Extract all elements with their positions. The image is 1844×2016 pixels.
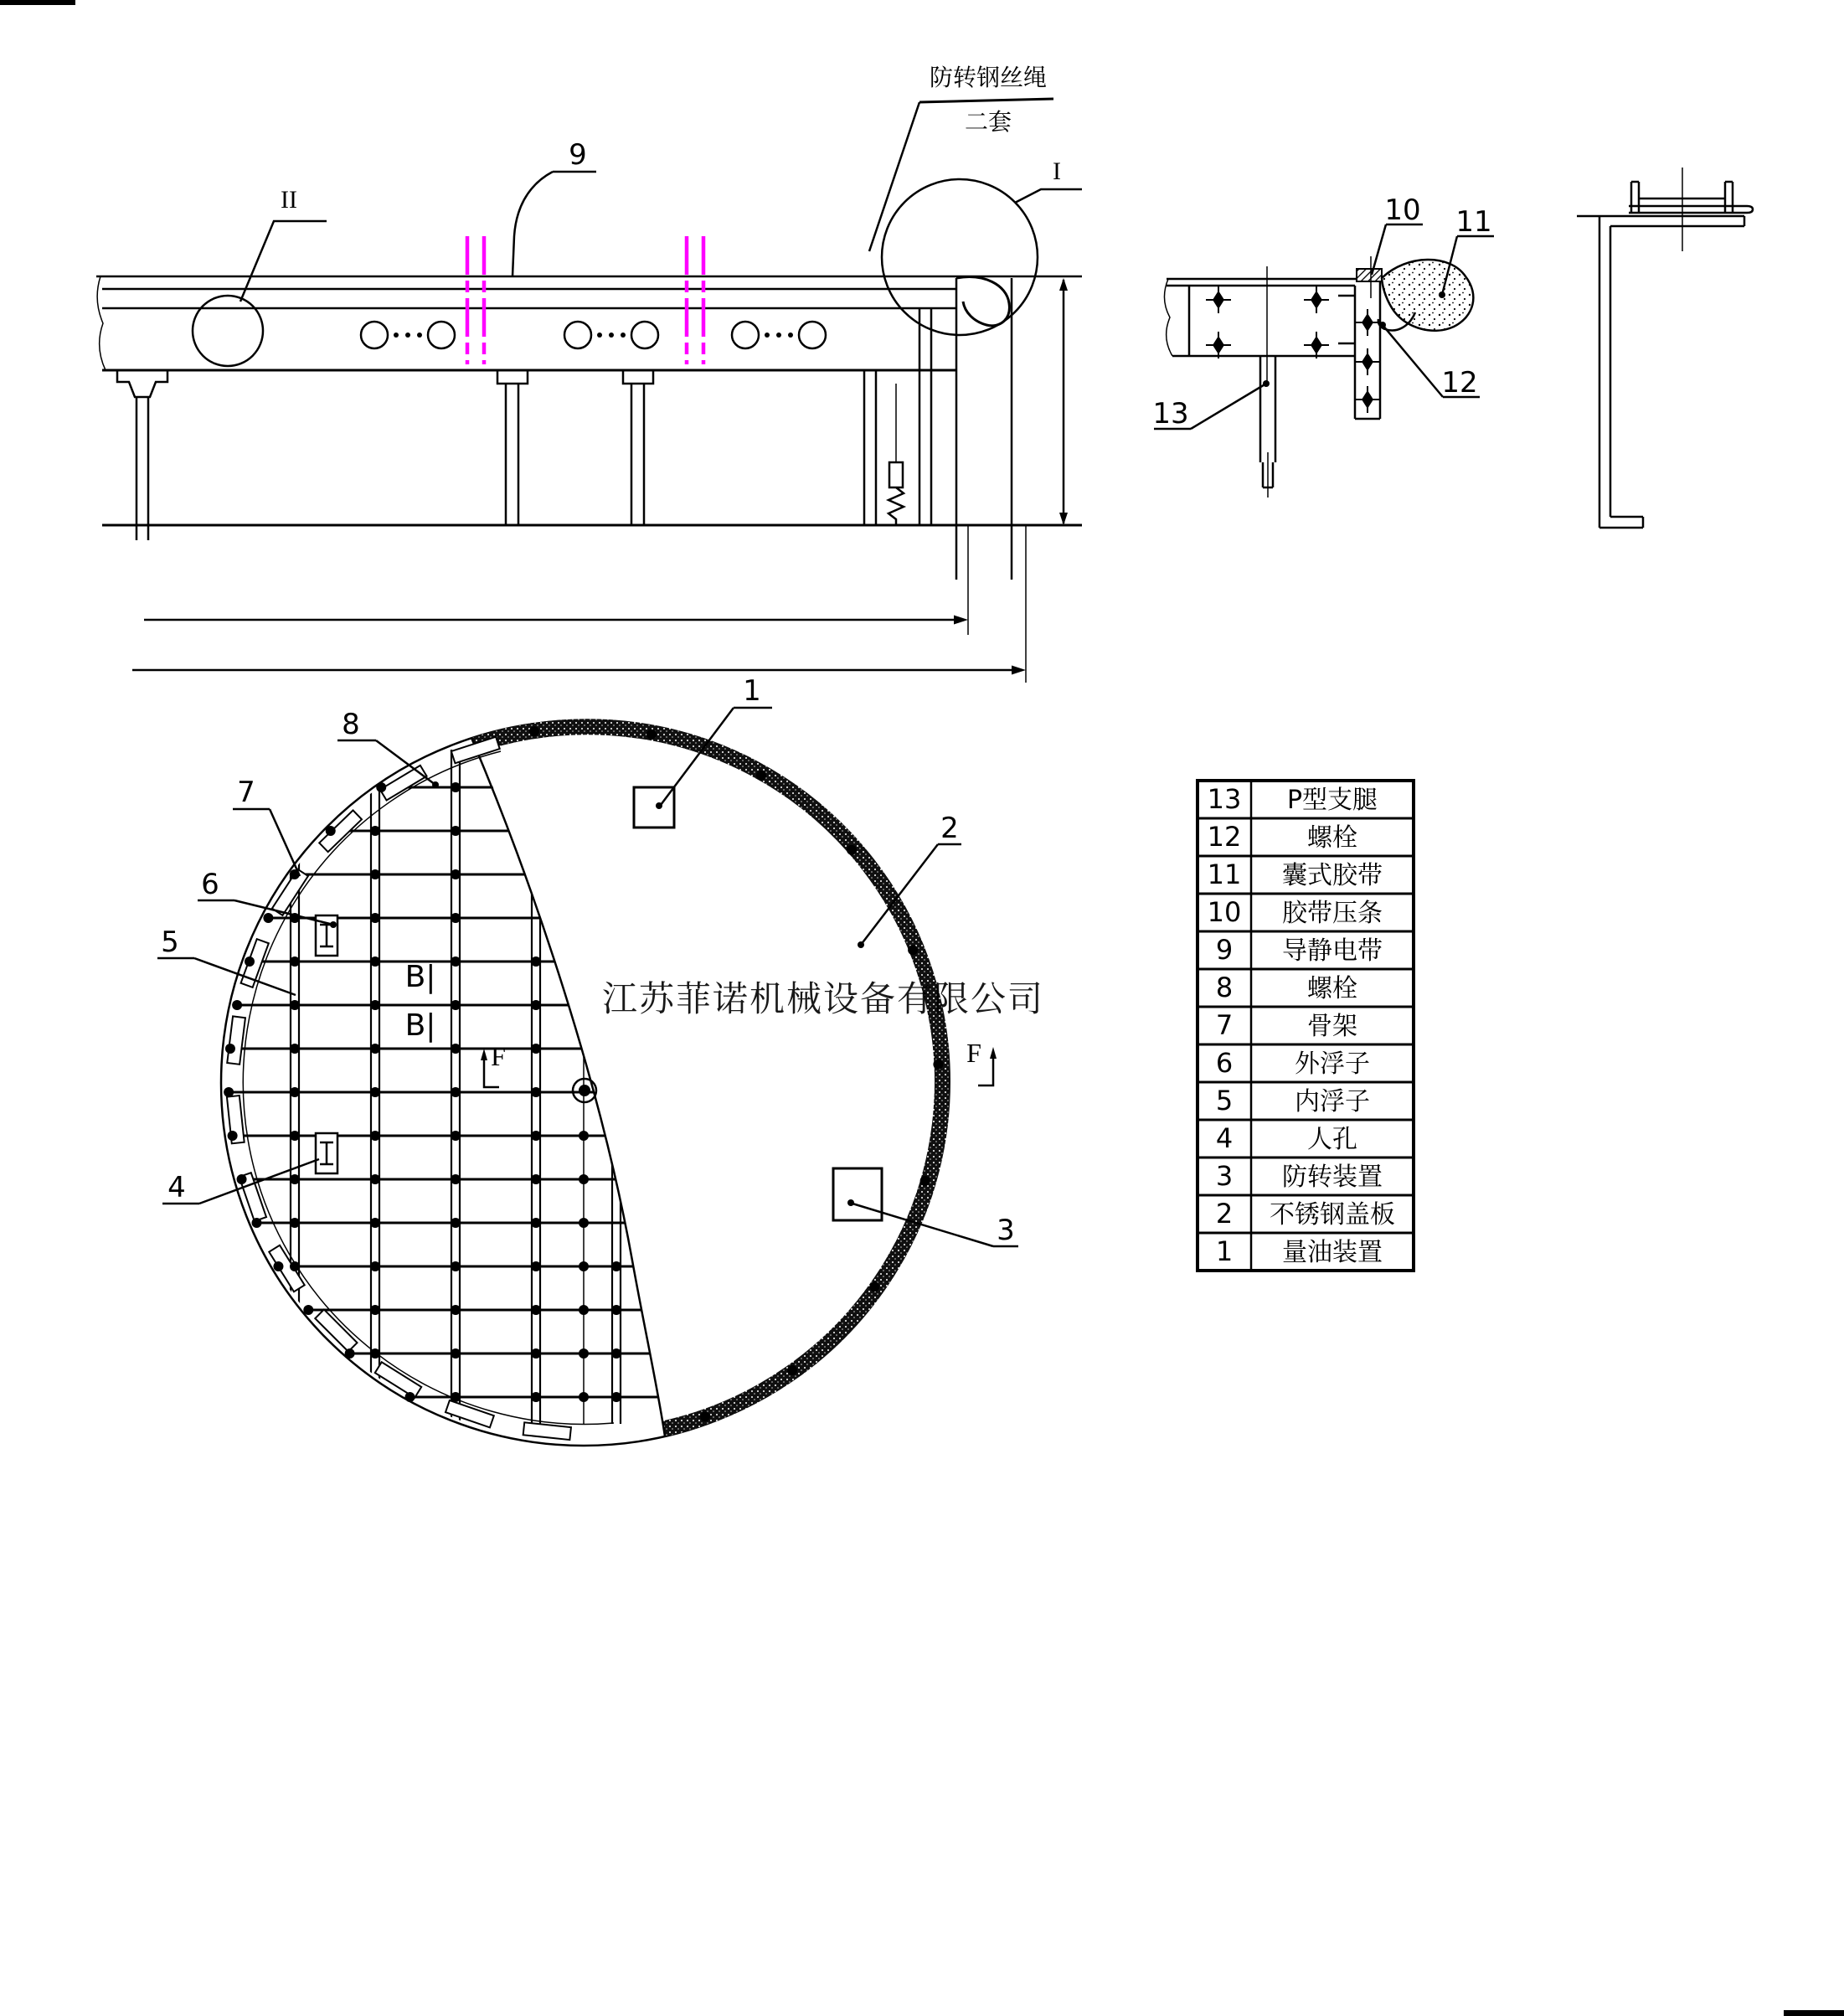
section-f-right bbox=[966, 1038, 997, 1085]
callout-5-label: 5 bbox=[161, 926, 179, 959]
callout-11-label: 11 bbox=[1455, 205, 1492, 239]
table-row-name: 骨架 bbox=[1307, 1012, 1357, 1041]
break-squiggle bbox=[97, 276, 106, 370]
wire-rope-note-line2: 二套 bbox=[964, 108, 1012, 136]
callout-13-label: 13 bbox=[1152, 397, 1189, 431]
anti-rotation-wire-spring bbox=[889, 384, 904, 525]
callout-1-label: 1 bbox=[743, 674, 761, 708]
table-row-num: 13 bbox=[1207, 783, 1242, 815]
plan-rim-band bbox=[474, 727, 942, 1429]
table-row-name: P型支腿 bbox=[1286, 786, 1378, 815]
table-row-num: 11 bbox=[1207, 858, 1242, 890]
rim-curl bbox=[956, 277, 1009, 326]
company-watermark: 江苏菲诺机械设备有限公司 bbox=[601, 978, 1045, 1019]
plan-view bbox=[157, 674, 1044, 1446]
table-row-name: 螺栓 bbox=[1307, 823, 1357, 853]
section-f-right-label: F bbox=[966, 1038, 981, 1068]
table-row-num: 7 bbox=[1215, 1009, 1234, 1041]
callout-6-label: 6 bbox=[201, 868, 219, 901]
callout-9 bbox=[513, 138, 596, 276]
section-f-left-label: F bbox=[491, 1041, 506, 1071]
callout-9-label: 9 bbox=[569, 138, 587, 172]
table-row-name: 防转装置 bbox=[1282, 1163, 1383, 1192]
table-row-num: 10 bbox=[1207, 896, 1242, 928]
table-row-num: 2 bbox=[1215, 1198, 1234, 1230]
anti-rotation-square bbox=[833, 1168, 882, 1220]
plan-framework-grid bbox=[212, 750, 680, 1424]
table-row-name: 不锈钢盖板 bbox=[1270, 1200, 1395, 1230]
cutaway-boundary bbox=[471, 738, 665, 1436]
table-row-name: 人孔 bbox=[1307, 1125, 1357, 1154]
table-row-name: 外浮子 bbox=[1295, 1049, 1370, 1079]
table-row-num: 1 bbox=[1215, 1235, 1234, 1267]
table-row-name: 胶带压条 bbox=[1282, 899, 1383, 928]
elevation-view bbox=[96, 64, 1082, 683]
table-row-num: 3 bbox=[1215, 1160, 1234, 1192]
border-mark-top-left bbox=[0, 0, 75, 5]
table-row-num: 8 bbox=[1215, 972, 1234, 1003]
table-row-name: 内浮子 bbox=[1295, 1087, 1370, 1116]
grid-note-b1-upper: B| bbox=[404, 960, 436, 994]
detail-ref-ii-label: II bbox=[281, 186, 297, 214]
callout-12-label: 12 bbox=[1441, 366, 1478, 400]
deck-vent-holes bbox=[361, 322, 826, 348]
dimension-lines bbox=[102, 278, 1082, 683]
table-row-name: 导静电带 bbox=[1282, 936, 1383, 966]
p-leg bbox=[1260, 356, 1275, 498]
manhole-symbol bbox=[316, 1133, 337, 1173]
callout-2-label: 2 bbox=[940, 812, 959, 845]
table-row-num: 4 bbox=[1215, 1122, 1234, 1154]
table-row-num: 5 bbox=[1215, 1085, 1234, 1116]
border-mark-bottom-right bbox=[1784, 2010, 1844, 2016]
table-row-name: 囊式胶带 bbox=[1282, 861, 1383, 890]
table-row-name: 量油装置 bbox=[1282, 1238, 1383, 1267]
callout-10-label: 10 bbox=[1384, 193, 1421, 227]
table-row-name: 螺栓 bbox=[1307, 974, 1357, 1003]
detail-view-ii bbox=[1577, 168, 1753, 528]
callout-7-label: 7 bbox=[237, 776, 255, 809]
table-row-num: 6 bbox=[1215, 1047, 1234, 1079]
parts-table bbox=[1198, 781, 1414, 1271]
detail-ref-i-label: I bbox=[1053, 157, 1061, 185]
table-row-num: 12 bbox=[1207, 821, 1242, 853]
support-legs bbox=[117, 308, 931, 540]
detail-view-i bbox=[1152, 193, 1494, 498]
grid-note-b1-lower: B| bbox=[404, 1008, 436, 1043]
wire-rope-note-line1: 防转钢丝绳 bbox=[929, 64, 1048, 91]
plan-rim-segments bbox=[227, 737, 571, 1440]
callout-4-label: 4 bbox=[167, 1171, 186, 1204]
belt-clamp-strip bbox=[1357, 269, 1382, 281]
callout-3-label: 3 bbox=[997, 1214, 1015, 1247]
callout-8-label: 8 bbox=[342, 708, 360, 741]
wire-rope-note bbox=[869, 64, 1053, 251]
bag-belt-blob bbox=[1382, 260, 1473, 331]
table-row-num: 9 bbox=[1215, 934, 1234, 966]
